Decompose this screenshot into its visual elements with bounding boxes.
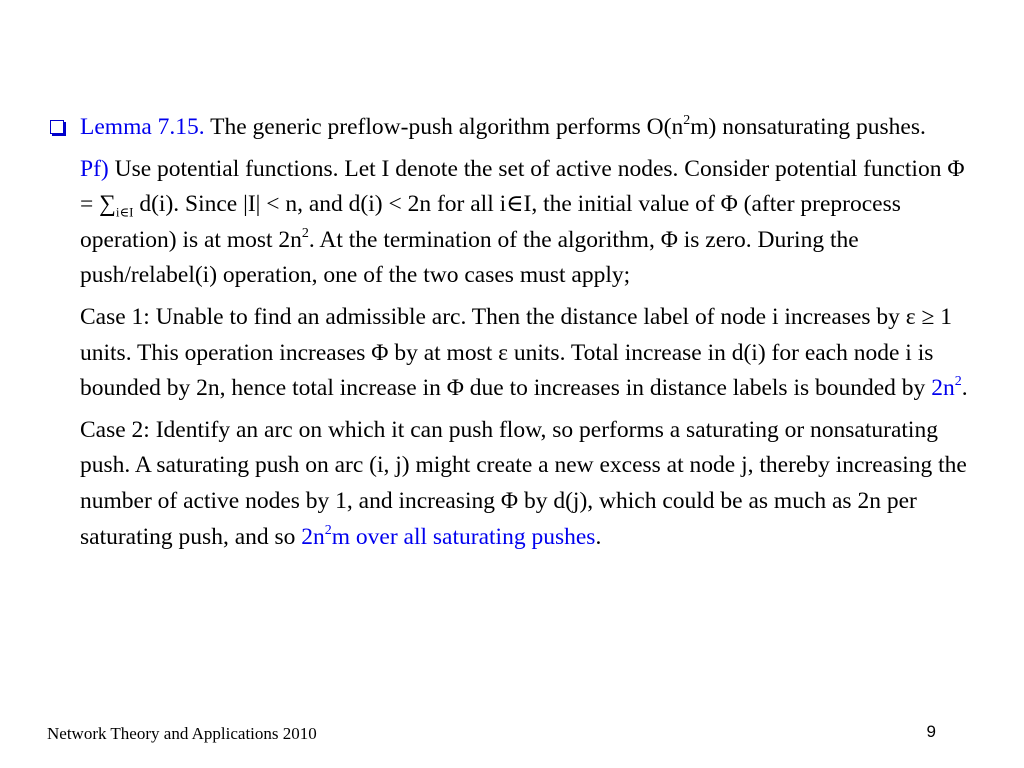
case1-text: Case 1: Unable to find an admissible arc. Then the distance label of node i increases by ε ≥ 1 units. This operation increases Φ by at most ε units. Total increase in d(i) for each node i is bounded by 2n, hence total increase in Φ due to increases in distance labels is bounded by: [80, 303, 952, 402]
lemma-text-end: m) nonsaturating pushes.: [690, 114, 926, 140]
slide-body: [50, 110, 980, 555]
proof-paragraph: [50, 152, 980, 294]
lemma-paragraph: [50, 110, 980, 146]
checkbox-bullet-icon: [50, 120, 64, 134]
case2-highlight-base: 2n: [301, 523, 325, 550]
proof-text-3: . At the termination of the algorithm, Φ is zero. During the push/relabel(i) operation, one of the two cases must apply;: [80, 226, 859, 289]
proof-text-2: d(i). Since |I| < n, and d(i) < 2n for all i∈I, the initial value of Φ (after preprocess operation) is at most 2n: [80, 191, 901, 253]
case1-highlight: [931, 375, 962, 401]
lemma-superscript: 2: [683, 113, 691, 129]
case2-end: .: [595, 523, 602, 550]
case2-paragraph: [50, 413, 980, 555]
case1-highlight-superscript: 2: [954, 374, 962, 390]
proof-subscript: i∈I: [115, 204, 134, 220]
case1-end: .: [961, 375, 968, 402]
proof-text-1: Use potential functions. Let I denote the set of active nodes. Consider potential function Φ = ∑: [80, 155, 965, 218]
lemma-text: The generic preflow-push algorithm performs O(n: [204, 114, 684, 140]
footer-course-title: Network Theory and Applications 2010: [47, 724, 317, 743]
lemma-label: Lemma 7.15.: [80, 114, 205, 140]
proof-superscript: 2: [301, 225, 309, 241]
case2-highlight-superscript: 2: [324, 522, 332, 538]
case2-highlight-rest: m over all saturating pushes: [331, 523, 596, 550]
case2-highlight: [301, 524, 595, 550]
case1-paragraph: [50, 300, 980, 407]
case1-highlight-base: 2n: [931, 375, 955, 402]
slide-page-number: 9: [926, 722, 936, 741]
case2-text: Case 2: Identify an arc on which it can push flow, so performs a saturating or nonsaturating push. A saturating push on arc (i, j) might create a new excess at node j, thereby increasing the number of active nodes by 1, and increasing Φ by d(j), which could be as much as 2n per saturating push, and so: [80, 416, 967, 550]
proof-label: Pf): [80, 155, 109, 182]
